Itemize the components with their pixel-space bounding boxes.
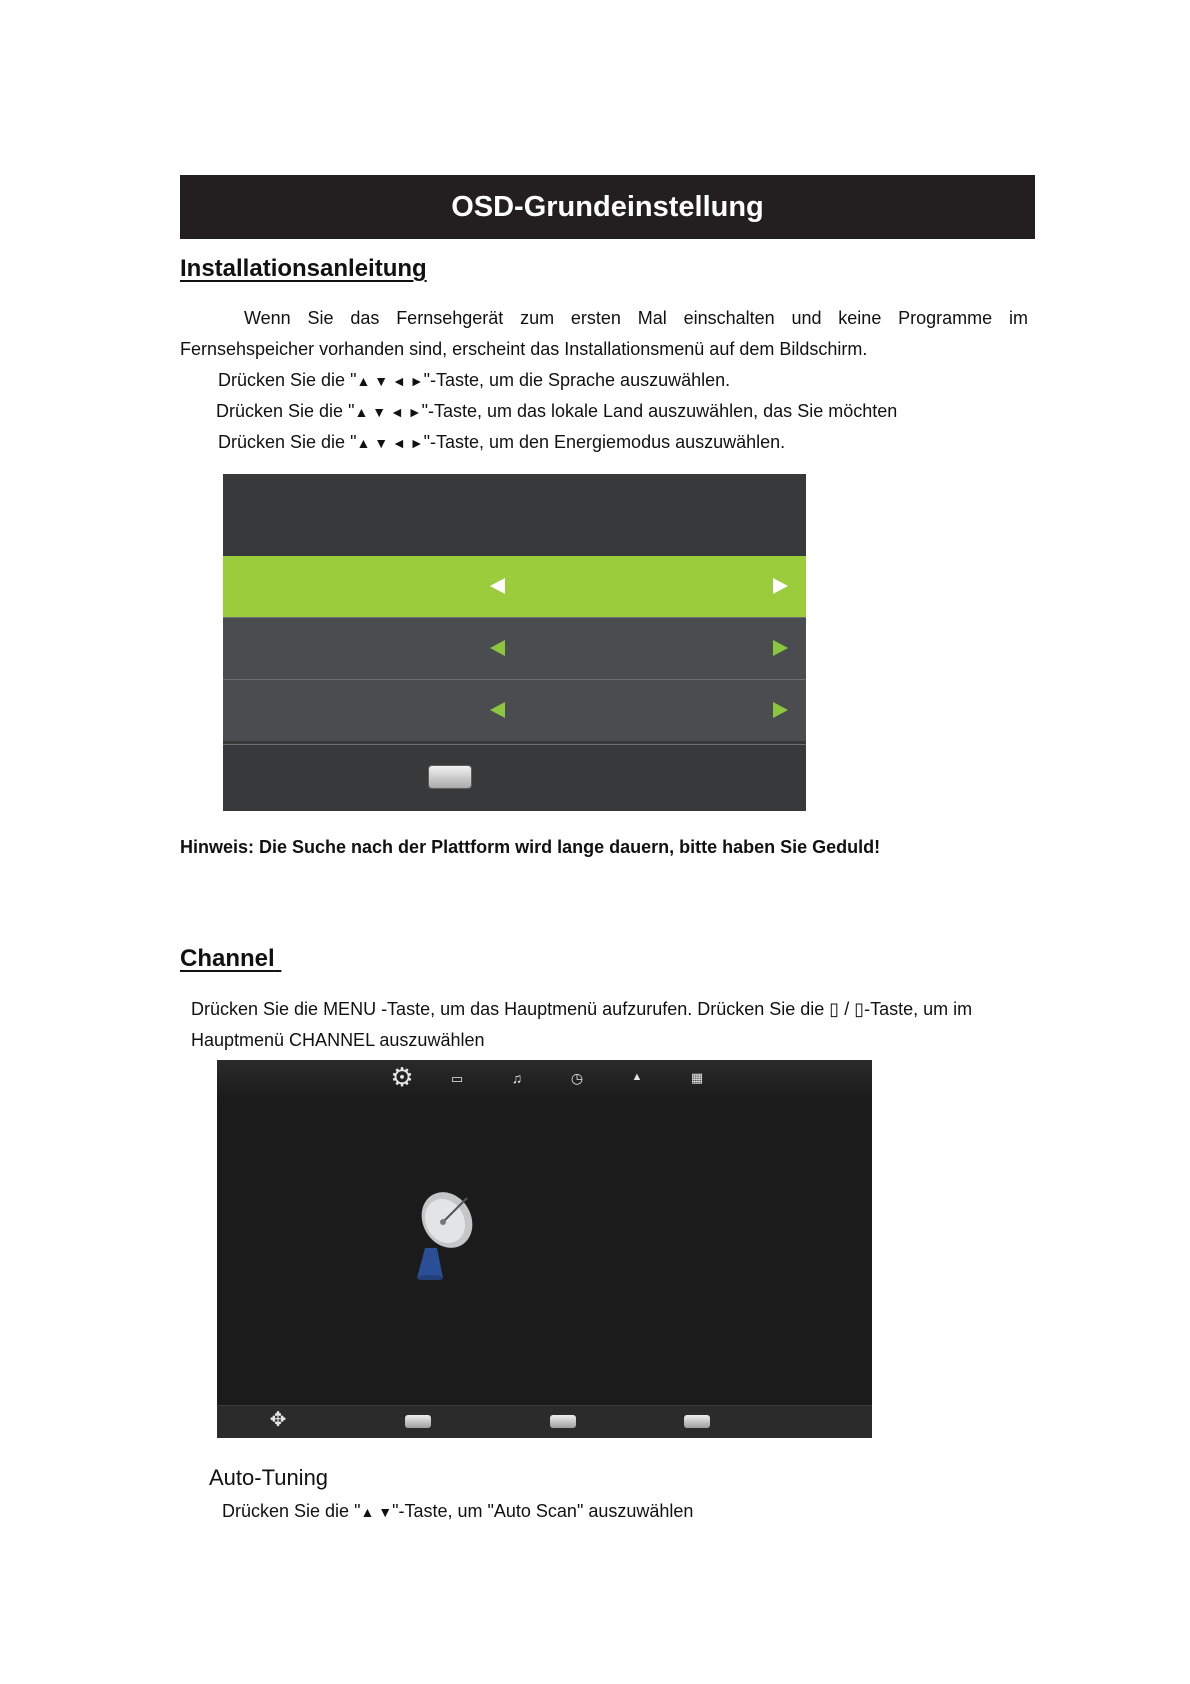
left-arrow-icon[interactable] <box>490 702 505 718</box>
right-arrow-icon[interactable] <box>773 640 788 656</box>
install-step-2: Drücken Sie die "▲ ▼ ◄ ►"-Taste, um das lokale Land auszuwählen, das Sie möchten <box>216 401 898 421</box>
footer-key-icon <box>550 1415 576 1428</box>
installation-menu-screenshot <box>223 474 806 810</box>
install-note: Hinweis: Die Suche nach der Plattform wird lange dauern, bitte haben Sie Geduld! <box>180 837 881 857</box>
menu-row-country[interactable] <box>223 617 806 679</box>
satellite-dish-icon <box>407 1190 487 1280</box>
arrow-keys-icon: ▲ ▼ ◄ ► <box>354 404 422 420</box>
menu-tab-bar <box>217 1060 872 1100</box>
channel-desc-line1: Drücken Sie die MENU -Taste, um das Hauptmenü aufzurufen. Drücken Sie die ▯ / ▯-Taste, um im <box>191 999 973 1019</box>
menu-footer-bar <box>217 1405 872 1438</box>
menu-row-power-mode[interactable] <box>223 679 806 741</box>
left-arrow-icon[interactable] <box>490 640 505 656</box>
apps-grid-icon[interactable]: ▦ <box>690 1070 704 1085</box>
install-heading: Installationsanleitung <box>180 255 427 282</box>
arrow-keys-icon: ▲ ▼ ◄ ► <box>356 373 424 389</box>
arrow-keys-icon: ▲ ▼ ◄ ► <box>356 435 424 451</box>
menu-row-language[interactable] <box>223 556 806 617</box>
monitor-icon[interactable]: ▭ <box>450 1071 464 1086</box>
page-title-bar <box>180 175 1035 239</box>
install-intro-line2: Fernsehspeicher vorhanden sind, erscheint das Installationsmenü auf dem Bildschirm. <box>180 339 868 359</box>
menu-header <box>223 474 806 556</box>
channel-menu-screenshot <box>217 1060 872 1437</box>
music-note-icon[interactable]: ♫ <box>511 1070 523 1086</box>
arrow-keys-icon: ▲ ▼ <box>360 1504 393 1520</box>
footer-key-icon <box>405 1415 431 1428</box>
auto-tuning-subheading: Auto-Tuning <box>209 1465 329 1490</box>
footer-key-icon <box>684 1415 710 1428</box>
left-arrow-icon[interactable] <box>490 578 505 594</box>
auto-tuning-step: Drücken Sie die "▲ ▼"-Taste, um "Auto Scan" auszuwählen <box>222 1501 694 1521</box>
channel-desc-line2: Hauptmenü CHANNEL auszuwählen <box>191 1030 485 1050</box>
lock-icon[interactable]: ▲ <box>631 1071 643 1083</box>
move-icon: ✥ <box>269 1409 287 1431</box>
right-arrow-icon[interactable] <box>773 702 788 718</box>
menu-footer <box>223 744 806 811</box>
page-title: OSD-Grundeinstellung <box>451 191 764 223</box>
right-arrow-icon[interactable] <box>773 578 788 594</box>
install-step-1: Drücken Sie die "▲ ▼ ◄ ►"-Taste, um die Sprache auszuwählen. <box>218 370 731 390</box>
clock-icon[interactable]: ◷ <box>570 1070 584 1086</box>
ok-key-icon[interactable] <box>428 765 472 789</box>
install-intro-line1: Wenn Sie das Fernsehgerät zum ersten Mal einschalten und keine Programme im <box>244 308 1028 328</box>
install-step-3: Drücken Sie die "▲ ▼ ◄ ►"-Taste, um den Energiemodus auszuwählen. <box>218 432 786 452</box>
gear-icon[interactable]: ⚙ <box>390 1062 414 1092</box>
channel-heading: Channel <box>180 945 275 972</box>
